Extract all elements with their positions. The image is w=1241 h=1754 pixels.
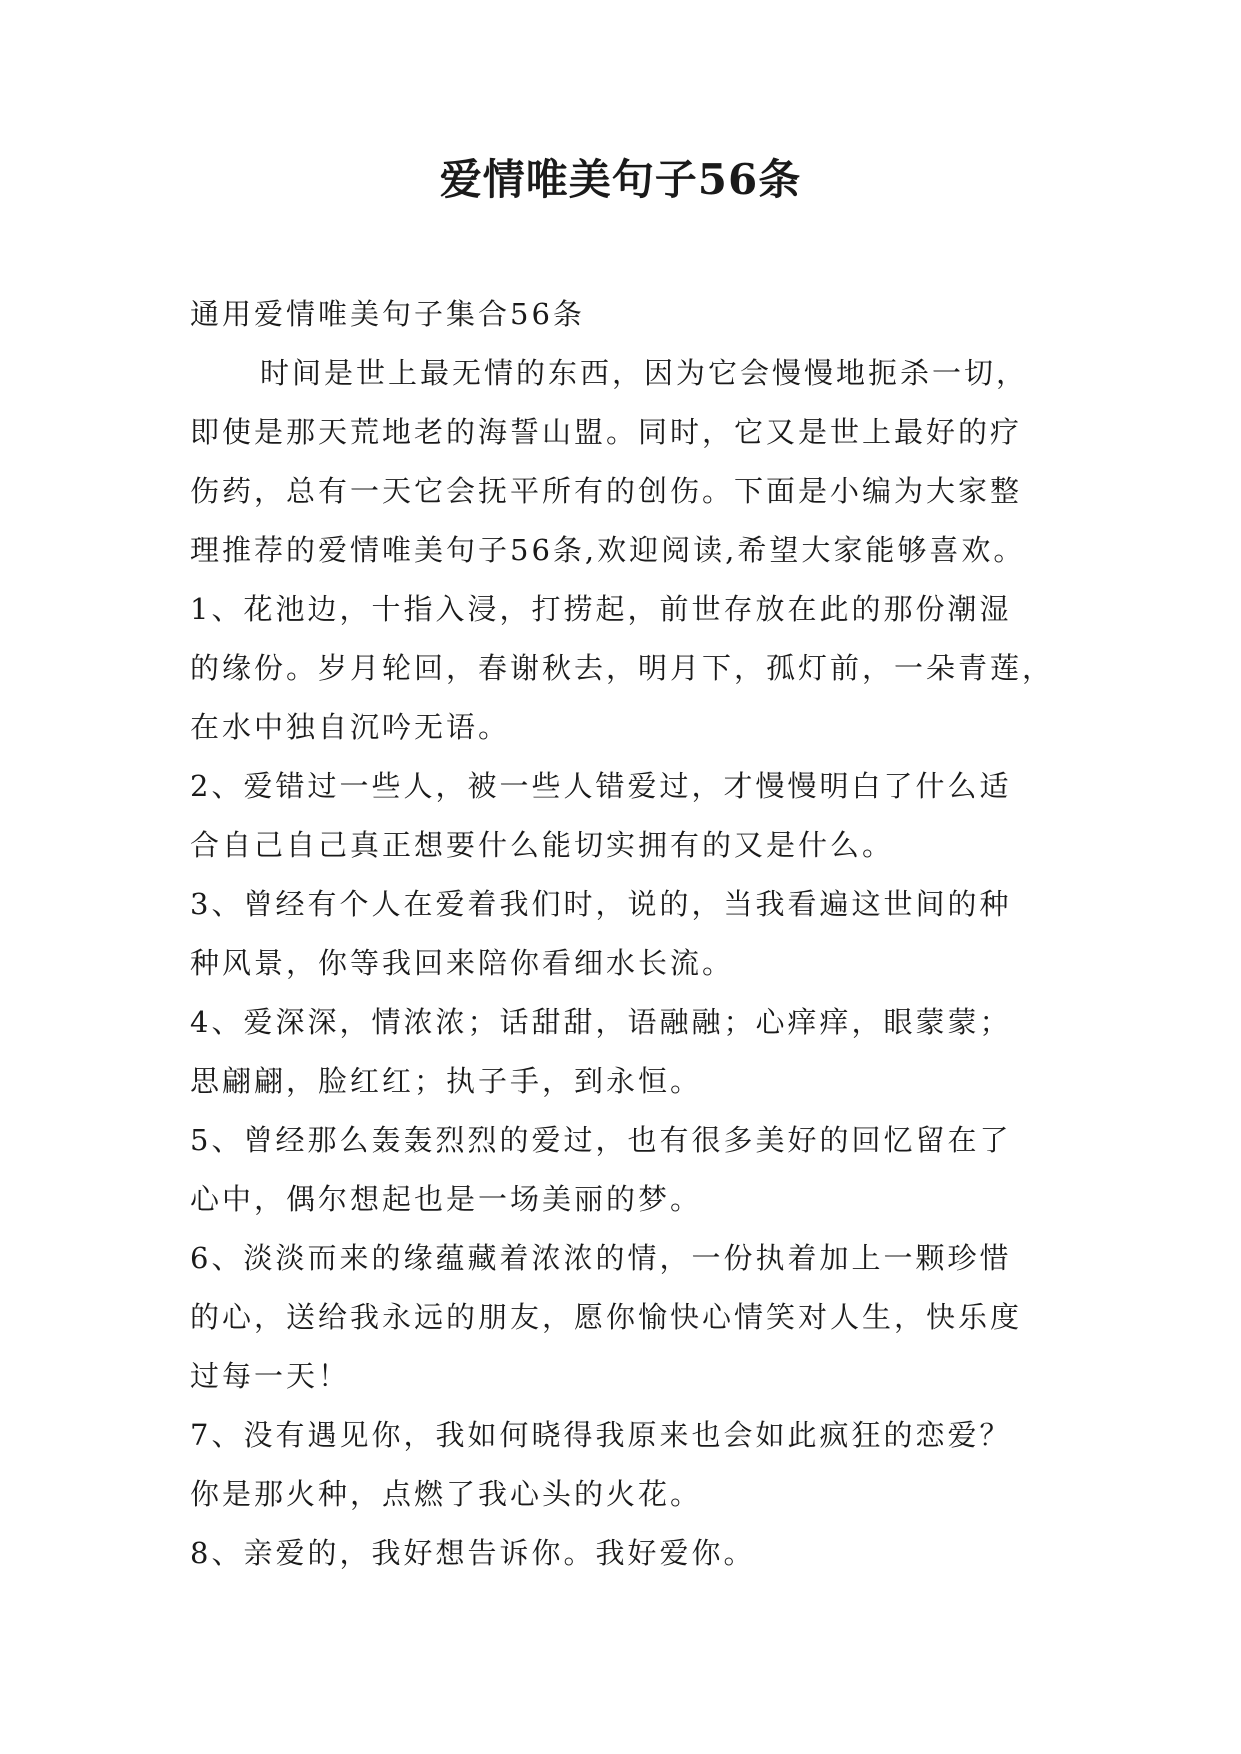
intro-line-3: 伤药，总有一天它会抚平所有的创伤。下面是小编为大家整 xyxy=(190,474,1023,508)
item-1-line-3: 在水中独自沉吟无语。 xyxy=(190,710,511,744)
item-4-line-1: 4、爱深深，情浓浓；话甜甜，语融融；心痒痒，眼蒙蒙； xyxy=(190,1005,1012,1039)
item-7-line-1: 7、没有遇见你，我如何晓得我原来也会如此疯狂的恋爱？ xyxy=(190,1418,1012,1452)
item-6-line-2: 的心，送给我永远的朋友，愿你愉快心情笑对人生，快乐度 xyxy=(190,1300,1023,1334)
item-4-line-2: 思翩翩，脸红红；执子手，到永恒。 xyxy=(190,1064,703,1098)
item-3-line-1: 3、曾经有个人在爱着我们时，说的，当我看遍这世间的种 xyxy=(190,887,1012,921)
item-2-line-1: 2、爱错过一些人，被一些人错爱过，才慢慢明白了什么适 xyxy=(190,769,1012,803)
item-3-line-2: 种风景，你等我回来陪你看细水长流。 xyxy=(190,946,735,980)
item-6-line-3: 过每一天！ xyxy=(190,1359,351,1393)
item-6-line-1: 6、淡淡而来的缘蕴藏着浓浓的情，一份执着加上一颗珍惜 xyxy=(190,1241,1012,1275)
intro-line-2: 即使是那天荒地老的海誓山盟。同时，它又是世上最好的疗 xyxy=(190,415,1023,449)
item-1-line-2: 的缘份。岁月轮回，春谢秋去，明月下，孤灯前，一朵青莲， xyxy=(190,651,1055,685)
intro-line-4: 理推荐的爱情唯美句子56条,欢迎阅读,希望大家能够喜欢。 xyxy=(190,533,1026,567)
item-5-line-1: 5、曾经那么轰轰烈烈的爱过，也有很多美好的回忆留在了 xyxy=(190,1123,1012,1157)
item-1-line-1: 1、花池边，十指入浸，打捞起，前世存放在此的那份潮湿 xyxy=(190,592,1012,626)
document-title: 爱情唯美句子56条 xyxy=(439,155,802,204)
item-5-line-2: 心中，偶尔想起也是一场美丽的梦。 xyxy=(190,1182,703,1216)
document-body xyxy=(190,285,1070,1583)
subtitle-line: 通用爱情唯美句子集合56条 xyxy=(190,297,585,331)
item-7-line-2: 你是那火种，点燃了我心头的火花。 xyxy=(190,1477,703,1511)
item-8-line-1: 8、亲爱的，我好想告诉你。我好爱你。 xyxy=(190,1536,756,1570)
item-2-line-2: 合自己自己真正想要什么能切实拥有的又是什么。 xyxy=(190,828,895,862)
intro-line-1: 时间是世上最无情的东西，因为它会慢慢地扼杀一切， xyxy=(260,356,1029,390)
